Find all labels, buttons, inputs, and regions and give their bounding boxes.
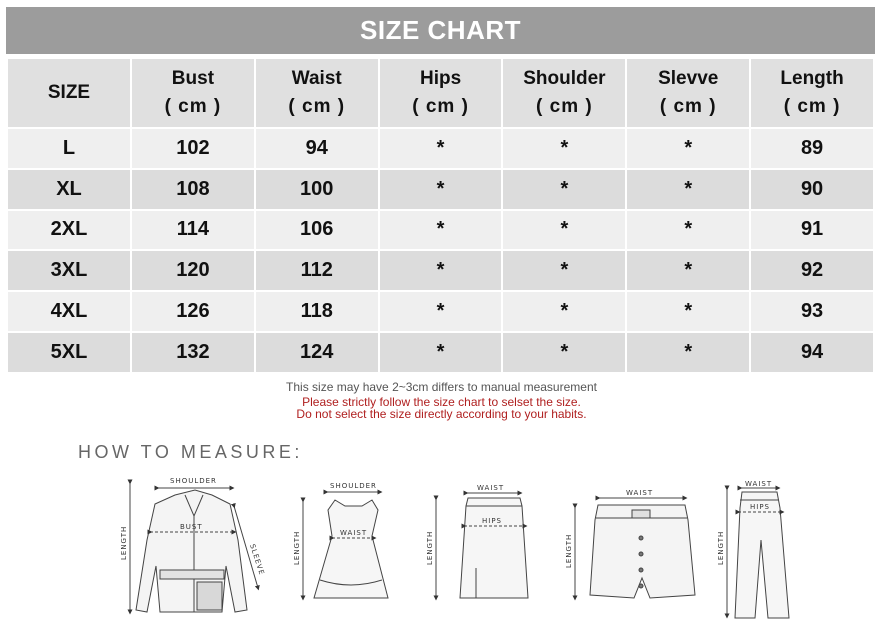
cell-length: 89 <box>750 128 874 169</box>
size-table <box>6 57 875 374</box>
cell-sleeve: * <box>626 128 750 169</box>
cell-waist: 112 <box>255 250 379 291</box>
follow-chart-note: Please strictly follow the size chart to selset the size. <box>302 395 581 409</box>
header-waist: Waist ( cm ) <box>255 58 379 128</box>
dress-diagram <box>303 492 388 598</box>
how-to-measure-heading: HOW TO MEASURE: <box>78 442 303 462</box>
table-row <box>7 332 874 373</box>
cell-hips: * <box>379 250 503 291</box>
label-waist-shorts: WAIST <box>626 489 654 497</box>
cell-length: 94 <box>750 332 874 373</box>
size-chart-title: SIZE CHART <box>6 7 875 54</box>
cell-bust: 114 <box>131 210 255 251</box>
habit-warning-note: Do not select the size directly according to your habits. <box>296 407 587 421</box>
label-bust: BUST <box>180 523 203 531</box>
header-hips: Hips ( cm ) <box>379 58 503 128</box>
label-hips-skirt: HIPS <box>482 517 502 525</box>
label-length-jacket: LENGTH <box>120 525 128 560</box>
cell-length: 92 <box>750 250 874 291</box>
label-shoulder-jacket: SHOULDER <box>170 477 217 485</box>
cell-bust: 102 <box>131 128 255 169</box>
header-sleeve: Slevve ( cm ) <box>626 58 750 128</box>
table-row <box>7 250 874 291</box>
label-hips-pants: HIPS <box>750 503 770 511</box>
cell-bust: 132 <box>131 332 255 373</box>
cell-size: 5XL <box>7 332 131 373</box>
cell-waist: 94 <box>255 128 379 169</box>
label-length-pants: LENGTH <box>717 530 725 565</box>
cell-hips: * <box>379 169 503 210</box>
cell-size: 2XL <box>7 210 131 251</box>
cell-shoulder: * <box>502 169 626 210</box>
table-row <box>7 169 874 210</box>
label-length-dress: LENGTH <box>293 530 301 565</box>
cell-length: 93 <box>750 291 874 332</box>
cell-sleeve: * <box>626 210 750 251</box>
cell-size: 4XL <box>7 291 131 332</box>
label-length-shorts: LENGTH <box>565 533 573 568</box>
cell-waist: 100 <box>255 169 379 210</box>
measurement-diagrams <box>0 470 883 625</box>
cell-length: 91 <box>750 210 874 251</box>
cell-length: 90 <box>750 169 874 210</box>
cell-shoulder: * <box>502 291 626 332</box>
cell-size: 3XL <box>7 250 131 291</box>
table-row <box>7 128 874 169</box>
cell-shoulder: * <box>502 128 626 169</box>
cell-size: XL <box>7 169 131 210</box>
cell-shoulder: * <box>502 250 626 291</box>
cell-bust: 108 <box>131 169 255 210</box>
cell-size: L <box>7 128 131 169</box>
label-length-skirt: LENGTH <box>426 530 434 565</box>
cell-waist: 118 <box>255 291 379 332</box>
table-row <box>7 210 874 251</box>
label-shoulder-dress: SHOULDER <box>330 482 377 490</box>
label-waist-dress: WAIST <box>340 529 368 537</box>
cell-bust: 120 <box>131 250 255 291</box>
cell-sleeve: * <box>626 291 750 332</box>
table-row <box>7 291 874 332</box>
header-bust: Bust ( cm ) <box>131 58 255 128</box>
header-shoulder: Shoulder ( cm ) <box>502 58 626 128</box>
cell-shoulder: * <box>502 210 626 251</box>
header-length: Length ( cm ) <box>750 58 874 128</box>
cell-bust: 126 <box>131 291 255 332</box>
cell-sleeve: * <box>626 169 750 210</box>
cell-hips: * <box>379 332 503 373</box>
measurement-note: This size may have 2~3cm differs to manual measurement <box>286 380 597 394</box>
cell-waist: 106 <box>255 210 379 251</box>
label-sleeve: SLEEVE <box>248 543 266 577</box>
skirt-diagram <box>436 493 528 598</box>
cell-sleeve: * <box>626 332 750 373</box>
cell-hips: * <box>379 291 503 332</box>
cell-waist: 124 <box>255 332 379 373</box>
label-waist-skirt: WAIST <box>477 484 505 492</box>
cell-hips: * <box>379 210 503 251</box>
jacket-diagram <box>130 482 258 612</box>
table-header-row <box>7 58 874 128</box>
header-size: SIZE <box>7 58 131 128</box>
label-waist-pants: WAIST <box>745 480 773 488</box>
cell-hips: * <box>379 128 503 169</box>
cell-shoulder: * <box>502 332 626 373</box>
shorts-diagram <box>575 498 695 598</box>
cell-sleeve: * <box>626 250 750 291</box>
